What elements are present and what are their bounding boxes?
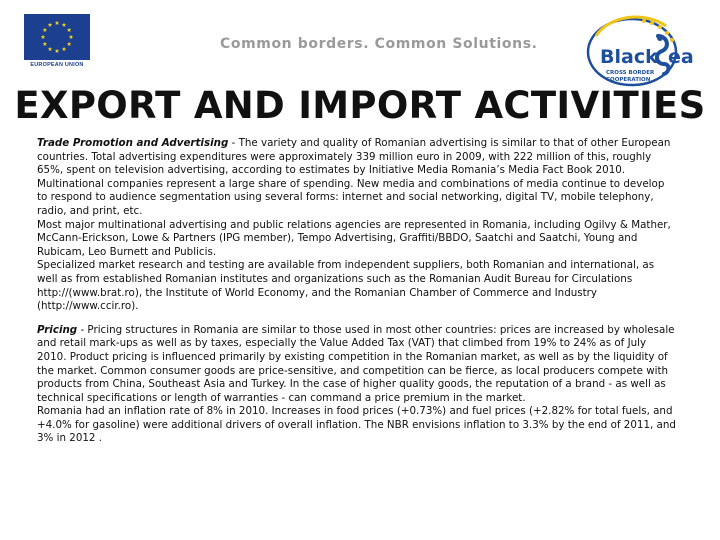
logo-word-black: Black (600, 46, 658, 68)
paragraph-inflation: Romania had an inflation rate of 8% in 2010. Increases in food prices (+0.73%) and fuel prices (+2.82% for total fuels, and +4.0% for gasoline) were additional drivers of overall inflation. The NBR envisions inflation to 3.3% by the end of 2011, and 3% in 2012 . (37, 405, 676, 445)
paragraph-lead-advertising: Trade Promotion and Advertising (37, 137, 229, 149)
logo-subtitle-1: CROSS BORDER (606, 70, 655, 76)
eu-logo (24, 14, 90, 74)
paragraph-agencies: Most major multinational advertising and public relations agencies are represented in Romania, including Ogilvy & Mather, McCann-Erickson, Lowe & Partners (IPG member), Tempo Advertising, Graffiti/BBDO, Saatchi and Saatchi, Young and Rubicam, Leo Burnett and Publicis. (37, 218, 671, 258)
logo-subtitle-2: COOPERATION (606, 77, 651, 83)
eu-flag-icon (24, 14, 90, 60)
body-text (37, 137, 677, 446)
paragraph-market-research: Specialized market research and testing are available from independent suppliers, both Romanian and international, as well as from established Romanian institutes and organizations such as the Romanian Audit Bureau for Circulations http://(www.brat.ro), the Institute of World Economy, and the Romanian Chamber of Commerce and Industry (http://www.ccir.ro). (37, 259, 655, 313)
paragraph-lead-pricing: Pricing (37, 323, 78, 336)
paragraph-text: - Pricing structures in Romania are similar to those used in most other countries: prices are increased by wholesale and retail mark-ups as well as by taxes, especially the Value Added Tax (VAT) that climbed from 19% to 24% as of July 2010. Product pricing is influenced primarily by existing competition in the Romanian market, as well as by the liquidity of the market. Common consumer goods are price-sensitive, and competition can be fierce, as local producers compete with products from China, Southeast Asia and Turkey. In the case of higher quality goods, the reputation of a brand - as well as technical specifications or length of warranties - can command a price premium in the market. (37, 323, 675, 404)
logo-word-sea: ea (668, 46, 694, 68)
paragraph-advertising (37, 137, 677, 219)
eu-caption: EUROPEAN UNION (30, 62, 84, 68)
paragraph-pricing (37, 324, 677, 406)
slogan: Common borders. Common Solutions. (220, 36, 538, 52)
paragraph-text: - The variety and quality of Romanian advertising is similar to that of other European countries. Total advertising expenditures were approximately 339 million euro in 2009, with 222 million of this, roughly 65%, spent on television advertising, according to estimates by Initiative Media Romania’s Media Fact Book 2010. Multinational companies represent a large share of spending. New media and combinations of media continue to develop to respond to audience segmentation using several forms: internet and social networking, digital TV, mobile telephony, radio, and print, etc. (37, 137, 671, 217)
page-title: EXPORT AND IMPORT ACTIVITIES (14, 84, 706, 127)
